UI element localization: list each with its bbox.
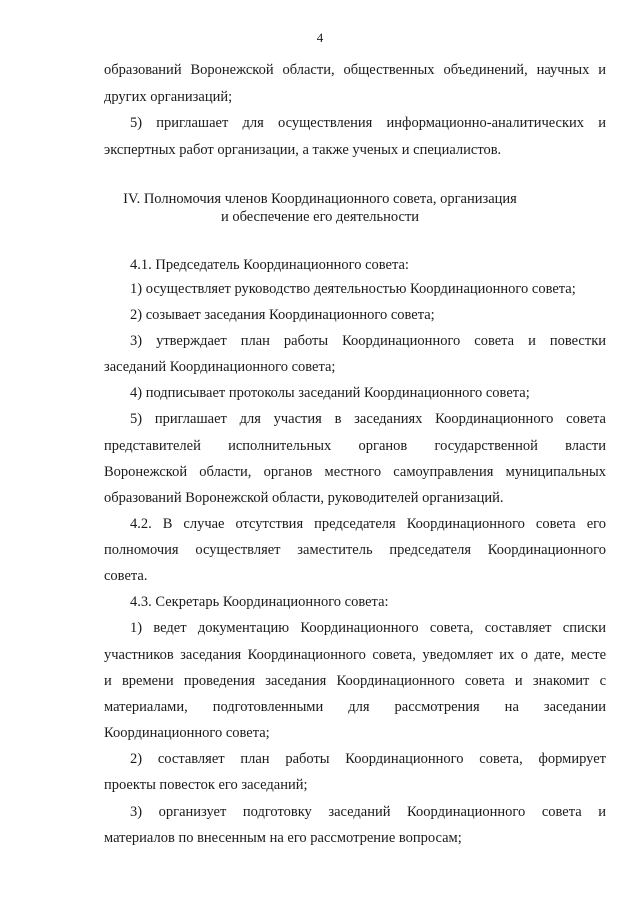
- text-line: полномочия осуществляет заместитель председателя Координационного: [104, 542, 606, 558]
- clause-heading: 4.3. Секретарь Координационного совета:: [130, 594, 389, 610]
- text-line: других организаций;: [104, 89, 233, 105]
- section-heading: и обеспечение его деятельности: [220, 209, 420, 225]
- text-line: 1) ведет документацию Координационного совета, составляет списки: [130, 620, 606, 636]
- text-line: 4) подписывает протоколы заседаний Координационного совета;: [130, 385, 530, 401]
- text-line: 3) организует подготовку заседаний Координационного совета и: [130, 804, 606, 820]
- text-line: материалов по внесенным на его рассмотрение вопросам;: [104, 830, 462, 846]
- text-line: Воронежской области, органов местного самоуправления муниципальных: [104, 464, 606, 480]
- text-line: заседаний Координационного совета;: [104, 359, 336, 375]
- text-line: совета.: [104, 568, 148, 584]
- text-line: участников заседания Координационного совета, уведомляет их о дате, месте: [104, 647, 606, 663]
- text-line: 5) приглашает для участия в заседаниях Координационного совета: [130, 411, 606, 427]
- text-line: экспертных работ организации, а также ученых и специалистов.: [104, 142, 502, 158]
- text-line: материалами, подготовленными для рассмотрения на заседании: [104, 699, 606, 715]
- text-line: и времени проведения заседания Координационного совета и знакомит с: [104, 673, 606, 689]
- text-line: 2) составляет план работы Координационного совета, формирует: [130, 751, 606, 767]
- text-line: образований Воронежской области, общественных объединений, научных и: [104, 62, 606, 78]
- text-line: Координационного совета;: [104, 725, 270, 741]
- text-line: представителей исполнительных органов государственной власти: [104, 438, 606, 454]
- text-line: 5) приглашает для осуществления информационно-аналитических и: [130, 115, 606, 131]
- text-line: 2) созывает заседания Координационного совета;: [130, 307, 435, 323]
- text-line: 3) утверждает план работы Координационного совета и повестки: [130, 333, 606, 349]
- clause-heading: 4.1. Председатель Координационного совета:: [130, 257, 409, 273]
- section-heading: IV. Полномочия членов Координационного совета, организация: [123, 191, 517, 207]
- text-line: образований Воронежской области, руководителей организаций.: [104, 490, 504, 506]
- text-line: 1) осуществляет руководство деятельностью Координационного совета;: [130, 281, 576, 297]
- text-line: 4.2. В случае отсутствия председателя Координационного совета его: [130, 516, 606, 532]
- text-line: проекты повесток его заседаний;: [104, 777, 308, 793]
- page-number: 4: [316, 30, 324, 45]
